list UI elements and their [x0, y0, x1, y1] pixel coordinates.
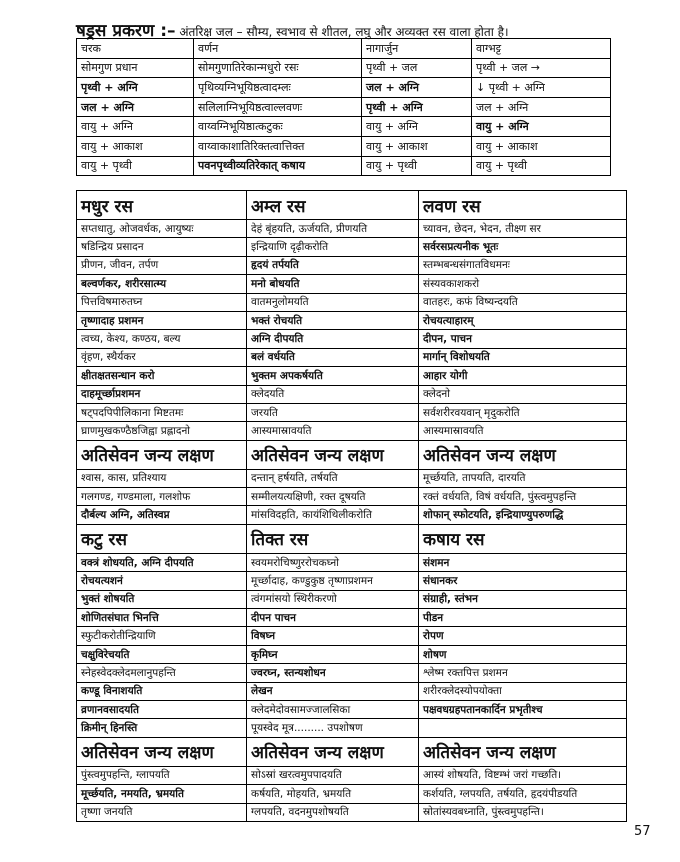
table-cell: पृथ्वी + अग्नि — [77, 78, 194, 98]
table-cell: भक्तं रोचयति — [247, 311, 419, 329]
table-row — [77, 156, 611, 176]
section-header-cell: अतिसेवन जन्य लक्षण — [419, 737, 627, 766]
table-cell: सर्वशरीरवयवान् मृदुकरोति — [419, 403, 627, 421]
table-cell: कण्डू विनाशयति — [77, 682, 247, 700]
table-cell: जल + अग्नि — [77, 97, 194, 117]
table-cell: क्षीतक्षतसन्धान करो — [77, 367, 247, 385]
table-cell: स्नेहस्वेदक्लेदमलानुपहन्ति — [77, 664, 247, 682]
table-cell: लेखन — [247, 682, 419, 700]
section-header-cell: अतिसेवन जन्य लक्षण — [247, 440, 419, 469]
table-row — [77, 78, 611, 98]
table-row — [77, 803, 627, 821]
table-cell: आस्यमास्रावयति — [247, 422, 419, 440]
table-row — [77, 422, 627, 440]
table-cell: स्रोतांस्यवबध्नाति, पुंस्त्वमुपहन्ति। — [419, 803, 627, 821]
table-cell: क्रिमीन् हिनस्ति — [77, 719, 247, 737]
section-header-cell: अम्ल रस — [247, 191, 419, 220]
table-cell: भुक्तं शोषयति — [77, 590, 247, 608]
table-cell: कृमिघ्न — [247, 645, 419, 663]
table-row — [77, 367, 627, 385]
rasa-properties-table — [76, 190, 627, 822]
table-cell: स्फुटीकरोतीन्द्रियाणि — [77, 627, 247, 645]
table-cell: सप्तधातु, ओजवर्धक, आयुष्यः — [77, 220, 247, 238]
table-cell: च्यावन, छेदन, भेदन, तीक्ष्ण सर — [419, 220, 627, 238]
section-header-cell: अतिसेवन जन्य लक्षण — [247, 737, 419, 766]
table-cell: जल + अग्नि — [472, 97, 611, 117]
column-header: चरक — [77, 39, 194, 59]
table-cell: जल + अग्नि — [362, 78, 472, 98]
column-header: नागार्जुन — [362, 39, 472, 59]
table-cell: ↓ पृथ्वी + अग्नि — [472, 78, 611, 98]
table-cell: बल्वर्णकर, शरीरसात्म्य — [77, 275, 247, 293]
table-row — [77, 58, 611, 78]
table-row — [77, 700, 627, 718]
table-cell: कर्षयति, मोहयति, भ्रमयति — [247, 785, 419, 803]
table-row — [77, 553, 627, 571]
origin-table — [76, 38, 611, 176]
table-row — [77, 348, 627, 366]
table-cell: जरयति — [247, 403, 419, 421]
table-cell: क्लेदमेदोवसामज्जालसिका — [247, 700, 419, 718]
table-cell: मार्गान् विशोधयति — [419, 348, 627, 366]
table-row — [77, 117, 611, 137]
table-cell: श्वास, कास, प्रतिश्याय — [77, 469, 247, 487]
table-cell: सोऽस्रां खरत्वमुपपादयति — [247, 766, 419, 784]
table-row — [77, 403, 627, 421]
table-cell: संग्राही, स्तंभन — [419, 590, 627, 608]
table-cell: सोमगुणातिरेकान्मधुरो रसः — [194, 58, 362, 78]
column-header: वर्णन — [194, 39, 362, 59]
table-cell: पृथिव्यग्निभूयिष्ठत्वादम्लः — [194, 78, 362, 98]
table-cell: मांसविदहति, कायंशिथिलीकरोति — [247, 506, 419, 524]
table-cell: वायु + आकाश — [362, 136, 472, 156]
table-row — [77, 97, 611, 117]
table-cell: वायु + पृथ्वी — [77, 156, 194, 176]
table-cell: सोमगुण प्रधान — [77, 58, 194, 78]
table-cell: क्लेदनो — [419, 385, 627, 403]
table-cell: स्तम्भबन्धसंगातविधमनः — [419, 256, 627, 274]
table-cell: मूर्च्छयति, तापयति, दारयति — [419, 469, 627, 487]
table-cell: श्लेष्म रक्तपित्त प्रशमन — [419, 664, 627, 682]
table-row — [77, 330, 627, 348]
section-header-cell: अतिसेवन जन्य लक्षण — [77, 737, 247, 766]
table-cell: संधानकर — [419, 572, 627, 590]
table-row — [77, 220, 627, 238]
table-cell: सलिलाग्निभूयिष्ठत्वाल्लवणः — [194, 97, 362, 117]
page-number: 57 — [634, 824, 651, 839]
section-header-row — [77, 524, 627, 553]
section-header-cell: कषाय रस — [419, 524, 627, 553]
table-cell: पृथ्वी + जल → — [472, 58, 611, 78]
table-cell: दाहमूर्च्छाप्रशमन — [77, 385, 247, 403]
section-header-cell: लवण रस — [419, 191, 627, 220]
table-cell: पक्षवधग्रहपतानकार्दिन प्रभृतीश्च — [419, 700, 627, 718]
table-row — [77, 664, 627, 682]
table-row — [77, 256, 627, 274]
table-cell: संस्यवकाशकरो — [419, 275, 627, 293]
section-header-cell: तिक्त रस — [247, 524, 419, 553]
table-row — [77, 469, 627, 487]
table-row — [77, 385, 627, 403]
table-cell: रोचयत्यशनं — [77, 572, 247, 590]
table-cell: वायु + आकाश — [472, 136, 611, 156]
table-cell: कर्शयति, ग्लपयति, तर्षयति, हृदयंपीडयति — [419, 785, 627, 803]
table-cell: वायु + अग्नि — [362, 117, 472, 137]
table-row — [77, 682, 627, 700]
table-cell: वायु + आकाश — [77, 136, 194, 156]
table-cell: देहं बृंहयति, ऊर्जयति, प्रीणयति — [247, 220, 419, 238]
table-cell: रोपण — [419, 627, 627, 645]
table-cell: स्वयमरोचिष्णुररोचकघ्नो — [247, 553, 419, 571]
table-row — [77, 136, 611, 156]
section-title: षड्रस प्रकरण :– — [76, 21, 176, 41]
table-cell: आस्यमास्रावयति — [419, 422, 627, 440]
table-cell: वक्त्रं शोधयति, अग्नि दीपयति — [77, 553, 247, 571]
origin-table-header — [77, 39, 611, 59]
table-row — [77, 590, 627, 608]
table-cell: वृंहण, स्थैर्यकर — [77, 348, 247, 366]
table-cell: वाय्वाकाशातिरिक्तत्वात्तिक्त — [194, 136, 362, 156]
table-cell: इन्द्रियाणि दृढ़ीकरोति — [247, 238, 419, 256]
table-cell: शोषण — [419, 645, 627, 663]
table-cell — [419, 719, 627, 737]
table-cell: तृष्णा जनयति — [77, 803, 247, 821]
table-row — [77, 572, 627, 590]
table-row — [77, 275, 627, 293]
section-header-row — [77, 440, 627, 469]
table-cell: पृथ्वी + जल — [362, 58, 472, 78]
section-header-cell: कटु रस — [77, 524, 247, 553]
table-cell: हृदयं तर्पयति — [247, 256, 419, 274]
column-header: वाग्भट्ट — [472, 39, 611, 59]
table-cell: त्वंगमांसयो स्थिरीकरणो — [247, 590, 419, 608]
table-cell: क्लेदयति — [247, 385, 419, 403]
table-cell: शोणितसंघात भिनत्ति — [77, 609, 247, 627]
table-cell: वायु + अग्नि — [77, 117, 194, 137]
table-cell: गलगण्ड, गण्डमाला, गलशोफ — [77, 488, 247, 506]
table-row — [77, 488, 627, 506]
table-cell: त्वच्य, केश्य, कण्ठय, बल्य — [77, 330, 247, 348]
table-cell: प्रीणन, जीवन, तर्पण — [77, 256, 247, 274]
table-cell: वाय्वग्निभूयिष्ठात्कटुकः — [194, 117, 362, 137]
table-cell: चक्षुविरेचयति — [77, 645, 247, 663]
table-cell: बलं वर्धयति — [247, 348, 419, 366]
table-cell: पुंस्त्वमुपहन्ति, ग्लापयति — [77, 766, 247, 784]
table-cell: पित्तविषमारुतघ्न — [77, 293, 247, 311]
table-cell: दौर्बल्य अग्नि, अतिस्वप्न — [77, 506, 247, 524]
table-cell: घ्राणमुखकण्ठैष्ठजिह्वा प्रह्लादनो — [77, 422, 247, 440]
table-cell: मूर्च्छयति, नमयति, भ्रमयति — [77, 785, 247, 803]
table-row — [77, 238, 627, 256]
table-cell: दीपन, पाचन — [419, 330, 627, 348]
table-row — [77, 645, 627, 663]
section-header-cell: अतिसेवन जन्य लक्षण — [77, 440, 247, 469]
table-row — [77, 506, 627, 524]
table-cell: षट्पदपिपीलिकाना मिष्टतमः — [77, 403, 247, 421]
table-cell: वायु + पृथ्वी — [362, 156, 472, 176]
section-subtitle: अंतरिक्ष जल – सौम्य, स्वभाव से शीतल, लघु और अव्यक्त रस वाला होता है। — [179, 25, 509, 39]
section-header-row — [77, 191, 627, 220]
table-cell: षडिन्द्रिय प्रसादन — [77, 238, 247, 256]
table-cell: आहार योगी — [419, 367, 627, 385]
table-row — [77, 293, 627, 311]
table-cell: वातहरः, कफं विष्यन्दयति — [419, 293, 627, 311]
section-header-cell: मधुर रस — [77, 191, 247, 220]
table-cell: पृथ्वी + अग्नि — [362, 97, 472, 117]
table-cell: तृष्णादाह प्रशमन — [77, 311, 247, 329]
table-cell: दीपन पाचन — [247, 609, 419, 627]
table-cell: विषघ्न — [247, 627, 419, 645]
table-row — [77, 719, 627, 737]
table-cell: मूर्च्छादाह, कण्डुकुष्ठ तृष्णाप्रशमन — [247, 572, 419, 590]
table-row — [77, 609, 627, 627]
table-cell: व्रणानवसादयति — [77, 700, 247, 718]
table-cell: शरीरक्लेदस्योपयोक्ता — [419, 682, 627, 700]
section-header-row — [77, 737, 627, 766]
table-cell: भुक्तम अपकर्षयति — [247, 367, 419, 385]
table-cell: सम्मीलयत्यक्षिणी, रक्त दूषयति — [247, 488, 419, 506]
table-cell: रक्तं वर्धयति, विषं वर्धयति, पुंस्त्वमुपहन्ति — [419, 488, 627, 506]
table-cell: पूयस्वेद मूत्र......... उपशोषण — [247, 719, 419, 737]
table-cell: आस्यं शोषयति, विष्टम्भं जरां गच्छति। — [419, 766, 627, 784]
table-cell: वायु + पृथ्वी — [472, 156, 611, 176]
table-cell: वायु + अग्नि — [472, 117, 611, 137]
table-cell: वातमनुलोमयति — [247, 293, 419, 311]
table-cell: सर्वरसप्रत्यनीक भूतः — [419, 238, 627, 256]
table-cell: रोचयत्याहारम् — [419, 311, 627, 329]
table-cell: पीडन — [419, 609, 627, 627]
table-cell: संशमन — [419, 553, 627, 571]
table-row — [77, 785, 627, 803]
table-row — [77, 311, 627, 329]
table-cell: पवनपृथ्वीव्यतिरेकात् कषाय — [194, 156, 362, 176]
table-cell: दन्तान् हर्षयति, तर्षयति — [247, 469, 419, 487]
table-cell: ज्वरघ्न, स्तन्यशोधन — [247, 664, 419, 682]
table-cell: अग्नि दीपयति — [247, 330, 419, 348]
table-cell: मनो बोधयति — [247, 275, 419, 293]
table-cell: ग्लपयति, वदनमुपशोषयति — [247, 803, 419, 821]
section-header-cell: अतिसेवन जन्य लक्षण — [419, 440, 627, 469]
table-row — [77, 766, 627, 784]
table-row — [77, 627, 627, 645]
table-cell: शोफान् स्फोटयति, इन्द्रियाण्युपरुणद्धि — [419, 506, 627, 524]
